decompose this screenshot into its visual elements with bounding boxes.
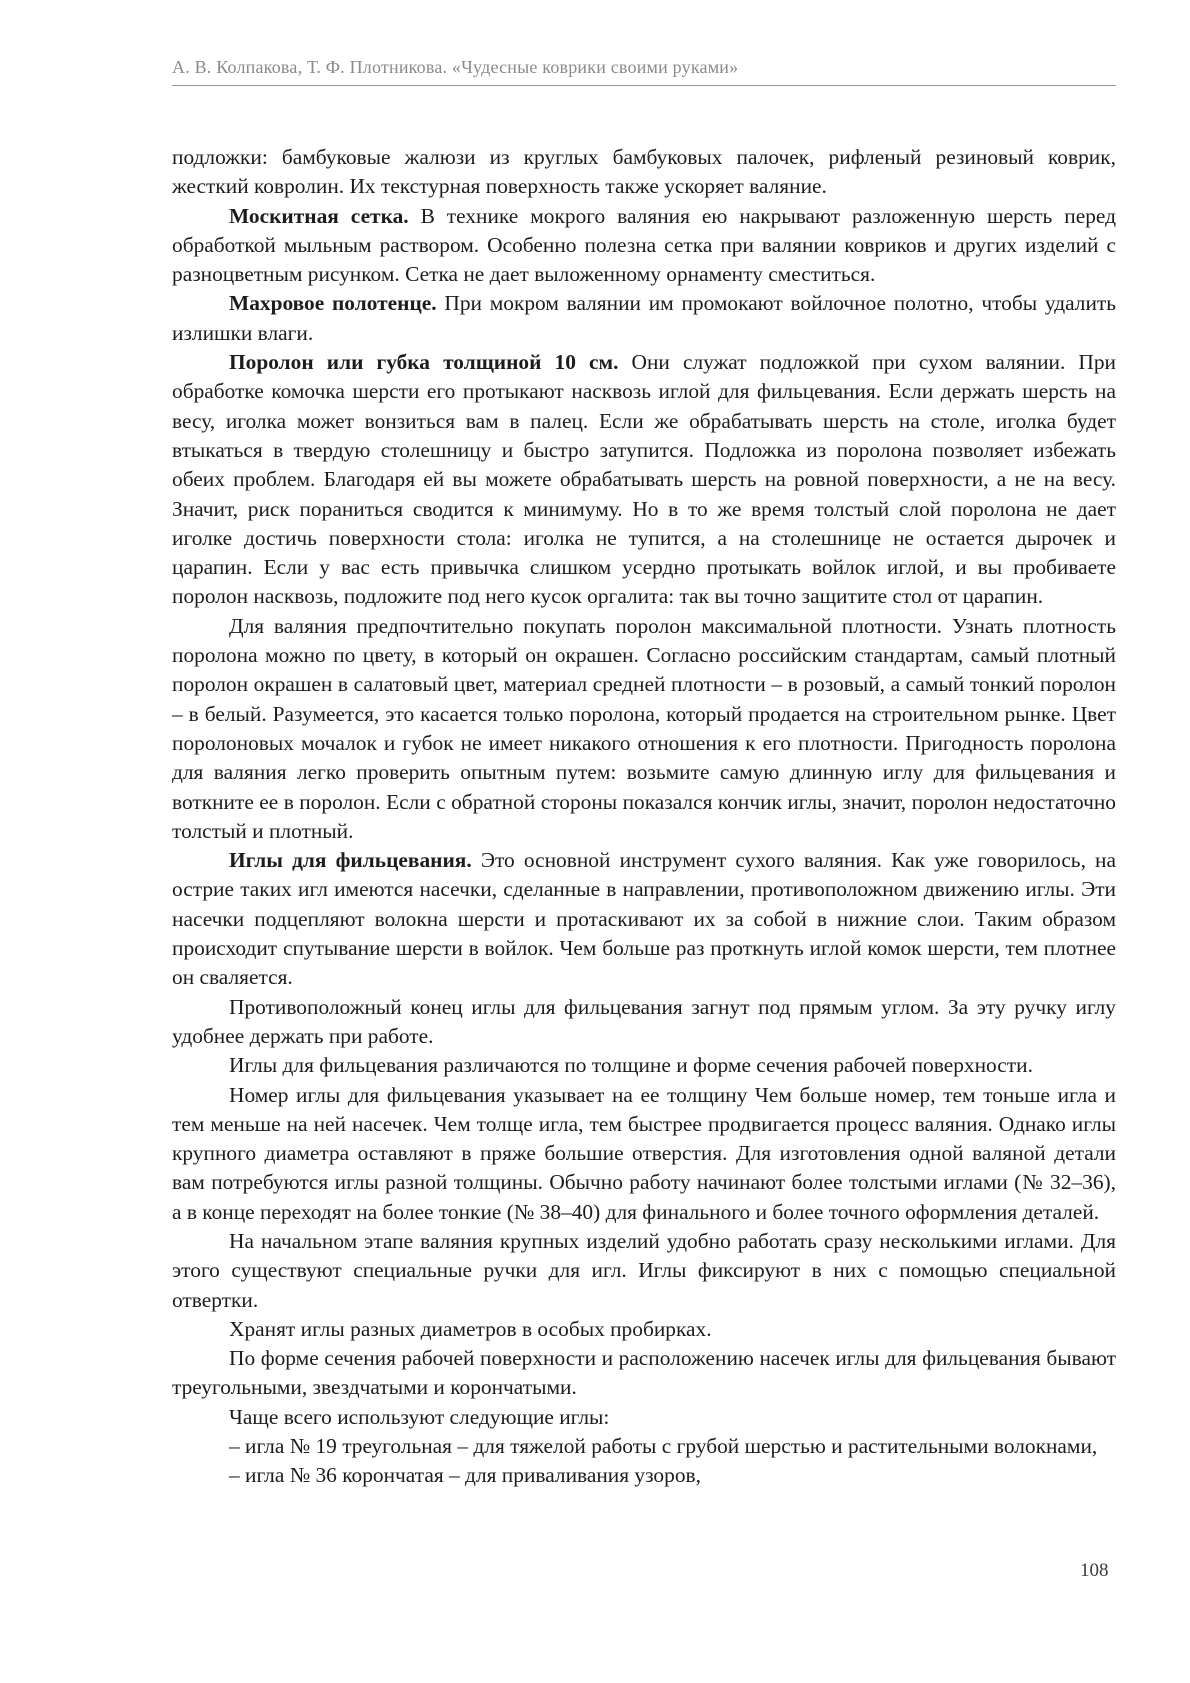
paragraph-text: По форме сечения рабочей поверхности и расположению насечек иглы для фильцевания бывают треугольными, звездчатыми и корончатыми. — [172, 1346, 1116, 1400]
paragraph — [172, 1344, 1116, 1403]
header-divider — [172, 85, 1116, 86]
paragraph-text: Они служат подложкой при сухом валянии. При обработке комочка шерсти его протыкают насквозь иглой для фильцевания. Если держать шерсть на весу, иголка может вонзиться вам в палец. Если же обрабатывать шерсть на столе, иголка будет втыкаться в твердую столешницу и быстро затупится. Подложка из поролона позволяет избежать обеих проблем. Благодаря ей вы можете обрабатывать шерсть на ровной поверхности, а не на весу. Значит, риск пораниться сводится к минимуму. Но в то же время толстый слой поролона не дает иголке достичь поверхности стола: иголка не тупится, а на столешнице не остается дырочек и царапин. Если у вас есть привычка слишком усердно протыкать войлок иглой, и вы пробиваете поролон насквозь, подложите под него кусок оргалита: так вы точно защитите стол от царапин. — [172, 350, 1116, 609]
paragraph — [172, 1315, 1116, 1344]
paragraph-text: На начальном этапе валяния крупных изделий удобно работать сразу несколькими иглами. Для этого существуют специальные ручки для игл. Иглы фиксируют в них с помощью специальной отвертки. — [172, 1228, 1116, 1312]
paragraph — [172, 1081, 1116, 1227]
paragraph-text: Хранят иглы разных диаметров в особых пробирках. — [229, 1316, 712, 1341]
paragraph — [172, 1051, 1116, 1080]
paragraph — [172, 143, 1116, 202]
list-item — [172, 1432, 1116, 1461]
paragraph — [172, 348, 1116, 612]
paragraph-lead: Махровое полотенце. — [229, 291, 437, 316]
paragraph-lead: Иглы для фильцевания. — [229, 848, 472, 873]
paragraph — [172, 202, 1116, 290]
paragraph-text: Для валяния предпочтительно покупать поролон максимальной плотности. Узнать плотность поролона можно по цвету, в который он окрашен. Согласно российским стандартам, самый плотный поролон окрашен в салатовый цвет, материал средней плотности – в розовый, а самый тонкий поролон – в белый. Разумеется, это касается только поролона, который продается на строительном рынке. Цвет поролоновых мочалок и губок не имеет никакого отношения к его плотности. Пригодность поролона для валяния легко проверить опытным путем: возьмите самую длинную иглу для фильцевания и воткните ее в поролон. Если с обратной стороны показался кончик иглы, значит, поролон недостаточно толстый и плотный. — [172, 613, 1116, 843]
paragraph-text: При мокром валянии им промокают войлочное полотно, чтобы удалить излишки влаги. — [172, 291, 1116, 345]
running-header: А. В. Колпакова, Т. Ф. Плотникова. «Чудесные коврики своими руками» — [172, 57, 739, 77]
paragraph-text: – игла № 36 корончатая – для приваливания узоров, — [229, 1463, 701, 1488]
paragraph-text: подложки: бамбуковые жалюзи из круглых бамбуковых палочек, рифленый резиновый коврик, жесткий ковролин. Их текстурная поверхность также ускоряет валяние. — [172, 145, 1116, 199]
paragraph — [172, 1227, 1116, 1315]
paragraph — [172, 612, 1116, 846]
paragraph-text: Это основной инструмент сухого валяния. Как уже говорилось, на острие таких игл имеются насечки, сделанные в направлении, противоположном движению иглы. Эти насечки подцепляют волокна шерсти и протаскивают их за собой в нижние слои. Таким образом происходит спутывание шерсти в войлок. Чем больше раз проткнуть иглой комок шерсти, тем плотнее он сваляется. — [172, 848, 1116, 990]
paragraph-lead: Поролон или губка толщиной 10 см. — [229, 350, 619, 375]
paragraph-text: Номер иглы для фильцевания указывает на ее толщину Чем больше номер, тем тоньше игла и тем меньше на ней насечек. Чем толще игла, тем быстрее продвигается процесс валяния. Однако иглы крупного диаметра оставляют в пряже большие отверстия. Для изготовления одной валяной детали вам потребуются иглы разной толщины. Обычно работу начинают более толстыми иглами (№ 32–36), а в конце переходят на более тонкие (№ 38–40) для финального и более точного оформления деталей. — [172, 1082, 1116, 1224]
page-body — [172, 143, 1116, 1491]
paragraph — [172, 1403, 1116, 1432]
paragraph-text: Чаще всего используют следующие иглы: — [229, 1404, 610, 1429]
paragraph — [172, 289, 1116, 348]
page-number: 108 — [1080, 1560, 1109, 1581]
paragraph-text: В технике мокрого валяния ею накрывают разложенную шерсть перед обработкой мыльным раствором. Особенно полезна сетка при валянии ковриков и других изделий с разноцветным рисунком. Сетка не дает выложенному орнаменту сместиться. — [172, 203, 1116, 287]
paragraph-lead: Москитная сетка. — [229, 203, 409, 228]
paragraph-text: – игла № 19 треугольная – для тяжелой работы с грубой шерстью и растительными волокнами, — [229, 1434, 1098, 1459]
paragraph-text: Иглы для фильцевания различаются по толщине и форме сечения рабочей поверхности. — [229, 1053, 1033, 1078]
list-item — [172, 1461, 1116, 1490]
paragraph — [172, 993, 1116, 1052]
paragraph — [172, 846, 1116, 992]
paragraph-text: Противоположный конец иглы для фильцевания загнут под прямым углом. За эту ручку иглу удобнее держать при работе. — [172, 994, 1116, 1048]
